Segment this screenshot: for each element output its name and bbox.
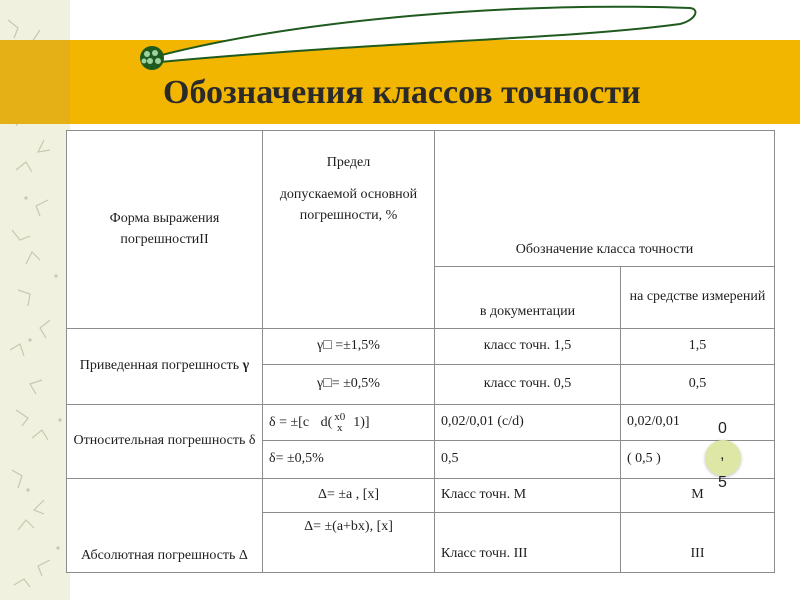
formula-numerator: x0 xyxy=(334,410,346,423)
cell-doc: класс точн. 0,5 xyxy=(435,365,621,405)
formula-d: d( xyxy=(320,414,333,430)
cell-doc: Класс точн. M xyxy=(435,479,621,513)
header-form xyxy=(67,131,263,329)
table-row xyxy=(67,479,775,513)
accuracy-class-table xyxy=(66,130,775,573)
cell-limit: γ□ =±1,5% xyxy=(263,329,435,365)
header-limit xyxy=(263,131,435,329)
formula-prefix: δ = ±[c xyxy=(269,414,310,430)
group-reduced-label: Приведенная погрешность xyxy=(79,358,240,374)
cell-device: ( 0,5 ) xyxy=(621,441,775,479)
group-absolute-symbol: Δ xyxy=(238,547,248,563)
table-row xyxy=(67,329,775,365)
cell-limit: δ= ±0,5% xyxy=(263,441,435,479)
cell-device: M xyxy=(621,479,775,513)
slide-title: Обозначения классов точности xyxy=(163,74,641,111)
group-reduced-symbol: γ xyxy=(242,358,250,374)
cell-device: III xyxy=(621,513,775,573)
group-relative xyxy=(67,405,263,479)
group-relative-label: Относительная погрешность xyxy=(73,433,246,449)
cell-limit: Δ= ±(a+bx), [x] xyxy=(263,513,435,573)
cell-device: 0,02/0,01 xyxy=(621,405,775,441)
cell-doc: 0,02/0,01 (c/d) xyxy=(435,405,621,441)
green-ball-icon xyxy=(140,46,164,70)
header-in-docs: в документации xyxy=(435,267,621,329)
formula-suffix: 1)] xyxy=(353,414,370,430)
cell-limit: γ□= ±0,5% xyxy=(263,365,435,405)
header-designation xyxy=(435,131,775,267)
cell-limit: Δ= ±a , [x] xyxy=(263,479,435,513)
table-row xyxy=(67,405,775,441)
bubble-text-bottom: 5 xyxy=(718,474,727,491)
cell-device: 0,5 xyxy=(621,365,775,405)
cell-limit-formula xyxy=(263,405,435,441)
cell-doc: Класс точн. III xyxy=(435,513,621,573)
swoosh-ribbon xyxy=(150,7,695,62)
group-absolute-label: Абсолютная погрешность xyxy=(81,547,236,563)
bubble-text-mid: , xyxy=(720,446,725,463)
cell-doc: 0,5 xyxy=(435,441,621,479)
header-limit-line1: Предел xyxy=(326,155,371,170)
group-reduced xyxy=(67,329,263,405)
formula-denominator: x xyxy=(336,421,343,434)
group-relative-symbol: δ xyxy=(248,433,256,449)
bubble-text-top: 0 xyxy=(718,420,727,437)
table-row xyxy=(67,131,775,267)
formula-fraction xyxy=(334,412,345,434)
header-on-device: на средстве измерений xyxy=(621,267,775,329)
cell-doc: класс точн. 1,5 xyxy=(435,329,621,365)
cell-device: 1,5 xyxy=(621,329,775,365)
header-form-text: Форма выражения погрешностиII xyxy=(109,211,220,247)
header-limit-line2: допускаемой основной погрешности, % xyxy=(279,187,418,223)
group-absolute xyxy=(67,479,263,573)
header-designation-text: Обозначение класса точности xyxy=(515,241,694,257)
